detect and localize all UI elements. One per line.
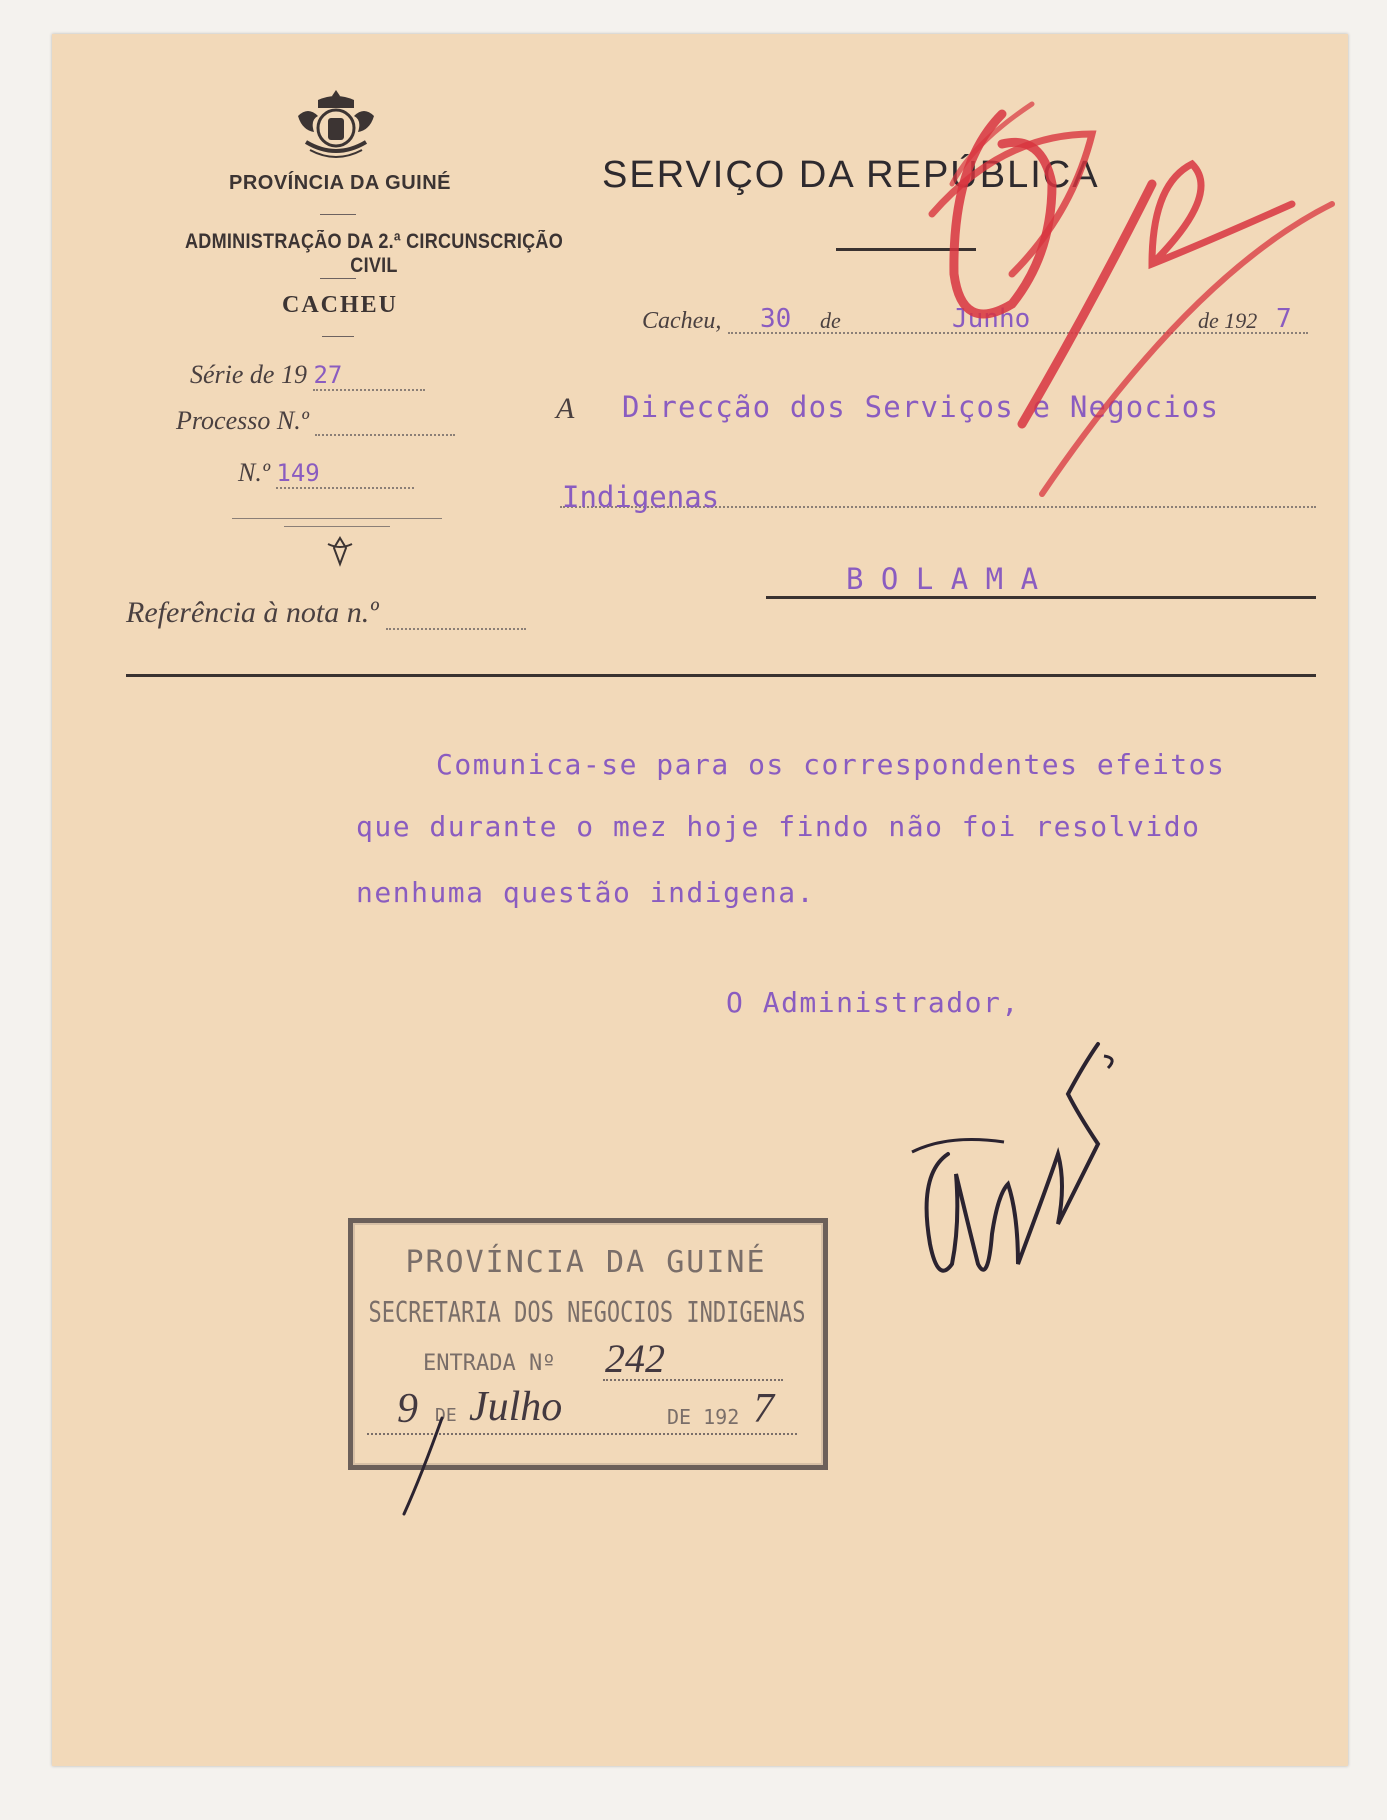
- administration-heading: ADMINISTRAÇÃO DA 2.ª CIRCUNSCRIÇÃO CIVIL: [185, 230, 563, 277]
- numero-field: [238, 458, 414, 489]
- numero-value: 149: [276, 459, 414, 489]
- processo-field: [176, 406, 455, 436]
- divider: [320, 278, 356, 279]
- divider: [322, 336, 354, 337]
- stamp-month: Julho: [469, 1384, 563, 1430]
- red-pencil-marks: [892, 74, 1342, 514]
- header-rule: [126, 674, 1316, 677]
- stamp-day: 9: [397, 1386, 418, 1432]
- body-line-2: que durante o mez hoje findo não foi resolvido: [356, 810, 1201, 843]
- date-de1: de: [820, 308, 841, 333]
- date-place: Cacheu,: [642, 308, 722, 334]
- serie-field: [190, 360, 425, 391]
- divider: [232, 518, 442, 519]
- referencia-field: [126, 596, 526, 630]
- addressee-line1: Direcção dos Serviços e Negocios: [622, 390, 1220, 424]
- date-year-digit: 7: [1276, 304, 1292, 334]
- addressee-city: B O L A M A: [846, 562, 1039, 596]
- divider: [320, 214, 356, 215]
- divider: [284, 526, 390, 527]
- date-day: 30: [760, 304, 792, 334]
- processo-value: [315, 410, 455, 436]
- numero-label: N.º: [238, 458, 270, 487]
- stamp-entrada-label: ENTRADA Nº: [423, 1351, 556, 1376]
- body-line-1: Comunica-se para os correspondentes efeitos: [436, 748, 1226, 781]
- stamp-de2: DE 192: [667, 1405, 740, 1429]
- district-heading: CACHEU: [281, 292, 398, 318]
- body-line-3: nenhuma questão indigena.: [356, 876, 815, 909]
- addressee-prefix: A: [556, 392, 575, 425]
- province-heading: PROVÍNCIA DA GUINÉ: [229, 172, 451, 194]
- date-de2: de 192: [1198, 308, 1258, 333]
- processo-label: Processo N.º: [176, 406, 309, 435]
- referencia-label: Referência à nota n.º: [126, 596, 379, 629]
- signature: [908, 1034, 1128, 1304]
- document-sheet: [52, 34, 1348, 1766]
- stamp-entrada-row: [423, 1336, 783, 1383]
- referencia-value: [386, 602, 526, 630]
- stamp-pen-stroke: [392, 1414, 452, 1524]
- serie-value: 27: [313, 361, 425, 391]
- date-month: Junho: [952, 304, 1031, 334]
- stamp-entrada-underline: [603, 1379, 783, 1381]
- addressee-line2: Indigenas: [562, 480, 720, 514]
- stamp-line-2: SECRETARIA DOS NEGOCIOS INDIGENAS: [368, 1297, 806, 1330]
- serie-label: Série de 19: [190, 360, 307, 389]
- stamp-de1: DE: [435, 1405, 457, 1426]
- stamp-entrada-number: 242: [605, 1336, 665, 1381]
- service-title: SERVIÇO DA REPÚBLICA: [602, 154, 1100, 196]
- stamp-year-digit: 7: [753, 1386, 774, 1432]
- coat-of-arms-icon: [288, 86, 384, 162]
- closing-title: O Administrador,: [726, 986, 1020, 1019]
- stamp-line-1: PROVÍNCIA DA GUINÉ: [405, 1245, 767, 1280]
- city-underline: [766, 596, 1316, 599]
- fleuron-icon: [322, 534, 358, 568]
